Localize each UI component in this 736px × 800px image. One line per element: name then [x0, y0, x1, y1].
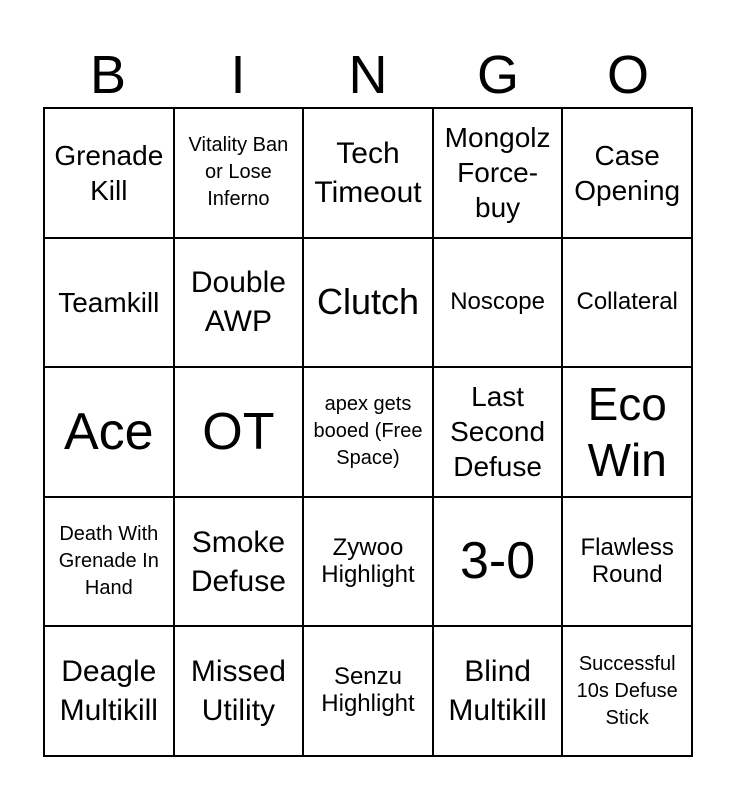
bingo-cell[interactable]: Case Opening	[562, 108, 692, 238]
bingo-cell[interactable]: Vitality Ban or Lose Inferno	[174, 108, 304, 238]
bingo-cell[interactable]: Zywoo Highlight	[303, 497, 433, 627]
header-letter-b: B	[89, 45, 127, 105]
bingo-board	[43, 107, 693, 757]
bingo-cell[interactable]: Grenade Kill	[44, 108, 174, 238]
bingo-cell[interactable]: Missed Utility	[174, 626, 304, 756]
bingo-cell[interactable]: Ace	[44, 367, 174, 497]
bingo-header	[43, 42, 693, 108]
bingo-cell[interactable]: Eco Win	[562, 367, 692, 497]
bingo-cell[interactable]: Blind Multikill	[433, 626, 563, 756]
bingo-cell[interactable]: Smoke Defuse	[174, 497, 304, 627]
bingo-cell[interactable]: Senzu Highlight	[303, 626, 433, 756]
bingo-cell[interactable]: Noscope	[433, 238, 563, 368]
bingo-cell[interactable]: Deagle Multikill	[44, 626, 174, 756]
bingo-cell[interactable]: Collateral	[562, 238, 692, 368]
header-letter-i: I	[230, 45, 246, 105]
bingo-cell[interactable]: Double AWP	[174, 238, 304, 368]
header-letter-g: G	[476, 45, 519, 105]
bingo-cell[interactable]: Last Second Defuse	[433, 367, 563, 497]
bingo-cell[interactable]: 3-0	[433, 497, 563, 627]
bingo-cell[interactable]: Flawless Round	[562, 497, 692, 627]
bingo-cell[interactable]: Clutch	[303, 238, 433, 368]
header-letter-o: O	[606, 45, 649, 105]
header-letter-n: N	[348, 45, 388, 105]
bingo-cell[interactable]: Successful 10s Defuse Stick	[562, 626, 692, 756]
bingo-cell[interactable]: Death With Grenade In Hand	[44, 497, 174, 627]
bingo-cell[interactable]: OT	[174, 367, 304, 497]
bingo-cell[interactable]: Teamkill	[44, 238, 174, 368]
bingo-cell[interactable]: Mongolz Force-buy	[433, 108, 563, 238]
bingo-cell[interactable]: Tech Timeout	[303, 108, 433, 238]
free-space-cell[interactable]: apex gets booed (Free Space)	[303, 367, 433, 497]
